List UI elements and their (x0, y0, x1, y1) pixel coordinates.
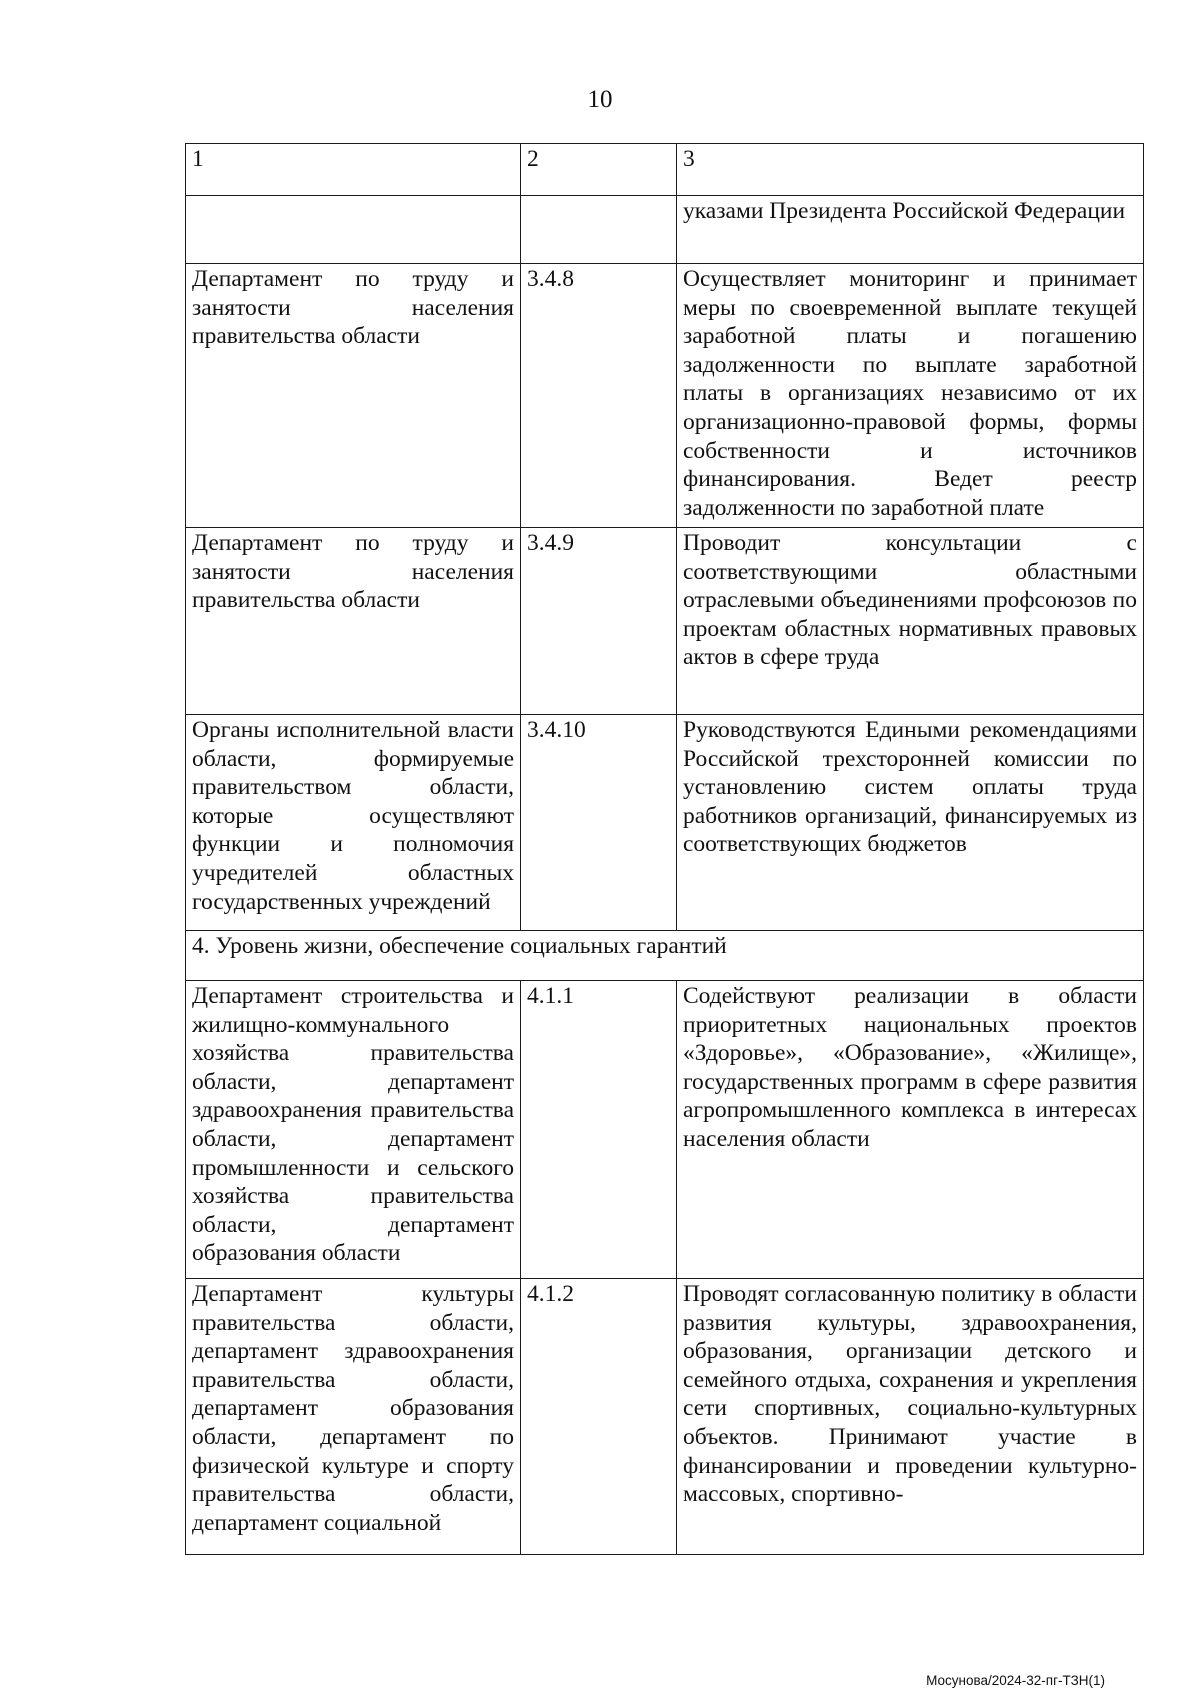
table-row (186, 528, 1144, 715)
executor-cell (186, 196, 521, 264)
description-cell: Проводят согласованную политику в области развития культуры, здравоохранения, образования, организации детского и семейного отдыха, сохранения и укрепления сети спортивных, социально-культурных объектов. Принимают участие в финансировании и проведении культурно-массовых, спортивно- (677, 1279, 1144, 1555)
executor-cell: Департамент строительства и жилищно-коммунального хозяйства правительства области, департамент здравоохранения правительства области, департамент промышленности и сельского хозяйства правительства области, департамент образования области (186, 981, 521, 1279)
executor-cell: Департамент по труду и занятости населения правительства области (186, 264, 521, 528)
item-number-cell: 3.4.9 (521, 528, 677, 715)
page-number: 10 (587, 86, 613, 113)
description-cell: указами Президента Российской Федерации (677, 196, 1144, 264)
table-header-row (186, 144, 1144, 196)
description-cell: Руководствуются Едиными рекомендациями Российской трехсторонней комиссии по установлению систем оплаты труда работников организаций, финансируемых из соответствующих бюджетов (677, 715, 1144, 931)
table-row (186, 196, 1144, 264)
executor-cell: Органы исполнительной власти области, формируемые правительством области, которые осуществляют функции и полномочия учредителей областных государственных учреждений (186, 715, 521, 931)
item-number-cell: 4.1.1 (521, 981, 677, 1279)
section-title: 4. Уровень жизни, обеспечение социальных гарантий (186, 931, 1144, 981)
table-row (186, 264, 1144, 528)
document-code: Мосунова/2024-32-пг-ТЗН(1) (926, 1673, 1105, 1688)
table-row (186, 715, 1144, 931)
description-cell: Содействуют реализации в области приоритетных национальных проектов «Здоровье», «Образование», «Жилище», государственных программ в сфере развития агропромышленного комплекса в интересах населения области (677, 981, 1144, 1279)
item-number-cell: 4.1.2 (521, 1279, 677, 1555)
table-row (186, 1279, 1144, 1555)
executor-cell: Департамент культуры правительства области, департамент здравоохранения правительства области, департамент образования области, департамент по физической культуре и спорту правительства области, департамент социальной (186, 1279, 521, 1555)
column-header-2: 2 (521, 144, 677, 196)
section-row (186, 931, 1144, 981)
executor-cell: Департамент по труду и занятости населения правительства области (186, 528, 521, 715)
column-header-3: 3 (677, 144, 1144, 196)
item-number-cell (521, 196, 677, 264)
column-header-1: 1 (186, 144, 521, 196)
description-cell: Проводит консультации с соответствующими областными отраслевыми объединениями профсоюзов по проектам областных нормативных правовых актов в сфере труда (677, 528, 1144, 715)
table-row (186, 981, 1144, 1279)
item-number-cell: 3.4.10 (521, 715, 677, 931)
item-number-cell: 3.4.8 (521, 264, 677, 528)
description-cell: Осуществляет мониторинг и принимает меры по своевременной выплате текущей заработной платы и погашению задолженности по выплате заработной платы в организациях независимо от их организационно-правовой формы, формы собственности и источников финансирования. Ведет реестр задолженности по заработной плате (677, 264, 1144, 528)
responsibility-table (185, 143, 1144, 1555)
